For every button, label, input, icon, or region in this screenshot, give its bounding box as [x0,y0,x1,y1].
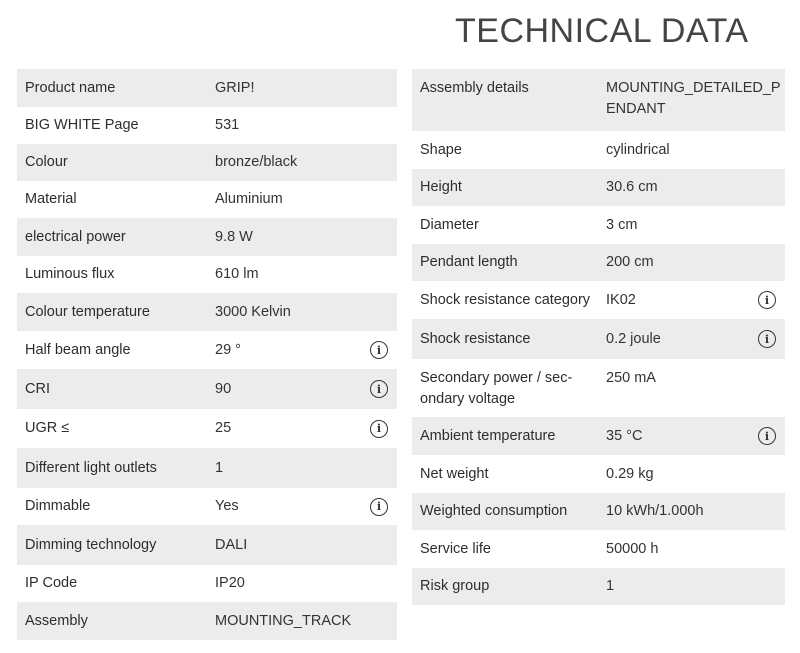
spec-value: 3 cm [606,216,638,233]
spec-label: IP Code [25,575,78,591]
spec-row [412,568,785,605]
spec-row [17,369,397,409]
spec-value: 610 lm [215,266,259,282]
spec-label: Luminous flux [25,266,115,282]
spec-value: 9.8 W [215,228,253,245]
spec-value: 29 ° [215,341,241,358]
spec-label: Assembly [25,612,88,629]
spec-label: Dimming technology [25,536,157,553]
spec-value: Aluminium [215,191,283,207]
spec-label: UGR ≤ [25,420,70,436]
info-icon[interactable]: i [370,341,388,359]
spec-label: Product name [25,79,116,96]
spec-row [412,530,785,568]
spec-row [17,218,397,256]
technical-data-table-right [412,69,785,605]
spec-row [412,359,785,417]
spec-value: 1 [215,459,224,476]
spec-row [17,293,397,331]
spec-row [17,488,397,525]
spec-row [412,493,785,530]
spec-value: 200 cm [606,254,654,270]
technical-data-table-left [17,69,397,640]
spec-value: MOUNTING_DETAILED_P ENDANT [606,80,781,117]
spec-label: Ambient temperature [420,427,556,444]
spec-label: Pendant length [420,254,518,270]
spec-row [17,565,397,602]
spec-row [17,256,397,293]
spec-value: MOUNTING_TRACK [215,612,352,629]
spec-label: Height [420,179,462,195]
spec-value: 3000 Kelvin [215,303,291,320]
spec-label: CRI [25,380,50,397]
spec-label: Shock resistance [420,330,531,347]
spec-row [17,107,397,144]
spec-label: Service life [420,540,491,557]
spec-value: 531 [215,117,240,133]
spec-label: BIG WHITE Page [25,117,139,133]
info-icon[interactable]: i [370,498,388,516]
spec-row [17,181,397,218]
spec-row [412,417,785,455]
spec-label: Secondary power / sec- ondary voltage [420,370,573,407]
spec-row [412,69,785,131]
spec-row [17,69,397,107]
spec-value: IK02 [606,291,636,308]
spec-row [412,169,785,206]
spec-value: 25 [215,420,232,436]
info-icon[interactable]: i [758,427,776,445]
spec-label: Different light outlets [25,459,157,476]
spec-label: Colour [25,154,68,170]
spec-value: bronze/black [215,154,298,170]
spec-row [17,448,397,488]
spec-label: Diameter [420,216,479,233]
spec-label: Net weight [420,465,489,482]
spec-value: 30.6 cm [606,179,658,195]
spec-value: 90 [215,380,232,397]
spec-value: 50000 h [606,540,659,557]
spec-value: 35 °C [606,427,643,444]
spec-row [412,206,785,244]
spec-value: Yes [215,498,239,514]
info-icon[interactable]: i [370,380,388,398]
spec-value: GRIP! [215,79,255,96]
spec-label: Risk group [420,578,490,594]
spec-value: 1 [606,578,615,594]
spec-value: IP20 [215,575,245,591]
spec-row [412,281,785,319]
spec-row [412,319,785,359]
spec-label: Shape [420,141,462,158]
spec-row [412,455,785,493]
spec-label: electrical power [25,228,126,245]
spec-row [17,331,397,369]
spec-value: DALI [215,536,248,553]
spec-value: 0.29 kg [606,465,654,482]
info-icon[interactable]: i [758,330,776,348]
spec-value: cylindrical [606,141,670,158]
spec-row [412,131,785,169]
spec-label: Half beam angle [25,341,131,358]
spec-label: Material [25,191,77,207]
spec-value: 10 kWh/1.000h [606,503,704,519]
spec-label: Colour temperature [25,303,150,320]
spec-value: 250 mA [606,370,656,386]
spec-label: Weighted consumption [420,503,568,519]
spec-row [17,602,397,640]
spec-row [17,409,397,448]
info-icon[interactable]: i [758,291,776,309]
page-title: TECHNICAL DATA [455,12,749,50]
spec-row [412,244,785,281]
spec-label: Shock resistance category [420,291,591,308]
info-icon[interactable]: i [370,420,388,438]
spec-label: Assembly details [420,80,529,96]
spec-row [17,144,397,181]
spec-label: Dimmable [25,498,91,514]
spec-value: 0.2 joule [606,330,661,347]
spec-row [17,525,397,565]
